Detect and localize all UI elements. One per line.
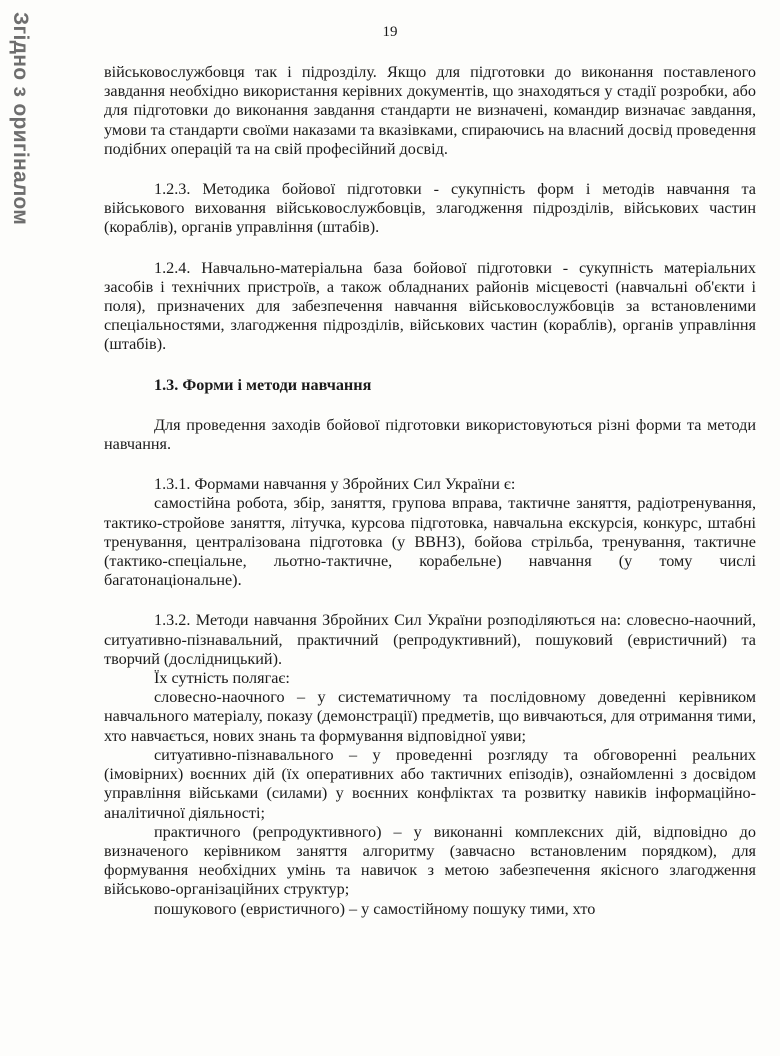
paragraph: Для проведення заходів бойової підготовки використовуються різні форми та методи навчання. [104, 415, 756, 454]
paragraph: самостійна робота, збір, заняття, групова вправа, тактичне заняття, радіотренування, тактико-стройове заняття, літучка, курсова підготовка, навчальна екскурсія, конкурс, штабні тренування, централізована підготовка (у ВВНЗ), бойова стрільба, тренування, тактичне (тактико-спеціальне, льотно-тактичне, корабельне) навчання (у тому числі багатонаціональне). [104, 494, 756, 590]
paragraph: військовослужбовця так і підрозділу. Якщо для підготовки до виконання поставленого завдання необхідно використання керівних документів, що знаходяться у стадії розробки, або для підготовки до виконання завдання стандарти не визначені, командир визначає завдання, умови та стандарти своїми наказами та вказівками, спираючись на власний досвід проведення подібних операцій та на свій професійний досвід. [104, 63, 756, 158]
section-heading: 1.3. Форми і методи навчання [154, 375, 372, 394]
paragraph: практичного (репродуктивного) – у виконанні комплексних дій, відповідно до визначеного керівником заняття алгоритму (завчасно встановленим порядком), для формування необхідних умінь та навичок з метою забезпечення якісного злагодження військово-організаційних структур; [104, 822, 756, 899]
paragraph: 1.2.4. Навчально-матеріальна база бойової підготовки - сукупність матеріальних засобів і технічних пристроїв, а також обладнаних районів місцевості (навчальні об'єкти і поля), призначених для забезпечення навчання військовослужбовців за встановленими спеціальностями, злагодження підрозділів, військових частин (кораблів), органів управління (штабів). [104, 258, 756, 354]
paragraph: 1.3.2. Методи навчання Збройних Сил України розподіляються на: словесно-наочний, ситуативно-пізнавальний, практичний (репродуктивний), пошуковий (евристичний) та творчий (дослідницький). [104, 611, 756, 668]
paragraph: 1.2.3. Методика бойової підготовки - сукупність форм і методів навчання та військового виховання військовослужбовців, злагодження підрозділів, військових частин (кораблів), органів управління (штабів). [104, 180, 756, 237]
paragraph: Їх сутність полягає: [154, 669, 290, 688]
paragraph: словесно-наочного – у систематичному та послідовному доведенні керівником навчального матеріалу, показу (демонстрації) предметів, що вивчаються, для отримання тими, хто навчається, нових знань та формування відповідної уяви; [104, 688, 756, 745]
certification-stamp: Згідно з оригіналом [9, 12, 32, 226]
paragraph: ситуативно-пізнавального – у проведенні розгляду та обговоренні реальних (імовірних) воєнних дій (їх оперативних або тактичних епізодів), ознайомленні з досвідом управління військами (силами) у воєнних конфліктах та розвитку навиків інформаційно-аналітичної діяльності; [104, 745, 756, 822]
paragraph: пошукового (евристичного) – у самостійному пошуку тими, хто [154, 899, 596, 918]
paragraph: 1.3.1. Формами навчання у Збройних Сил України є: [154, 475, 516, 494]
document-body [104, 63, 756, 919]
page-number: 19 [382, 24, 398, 40]
